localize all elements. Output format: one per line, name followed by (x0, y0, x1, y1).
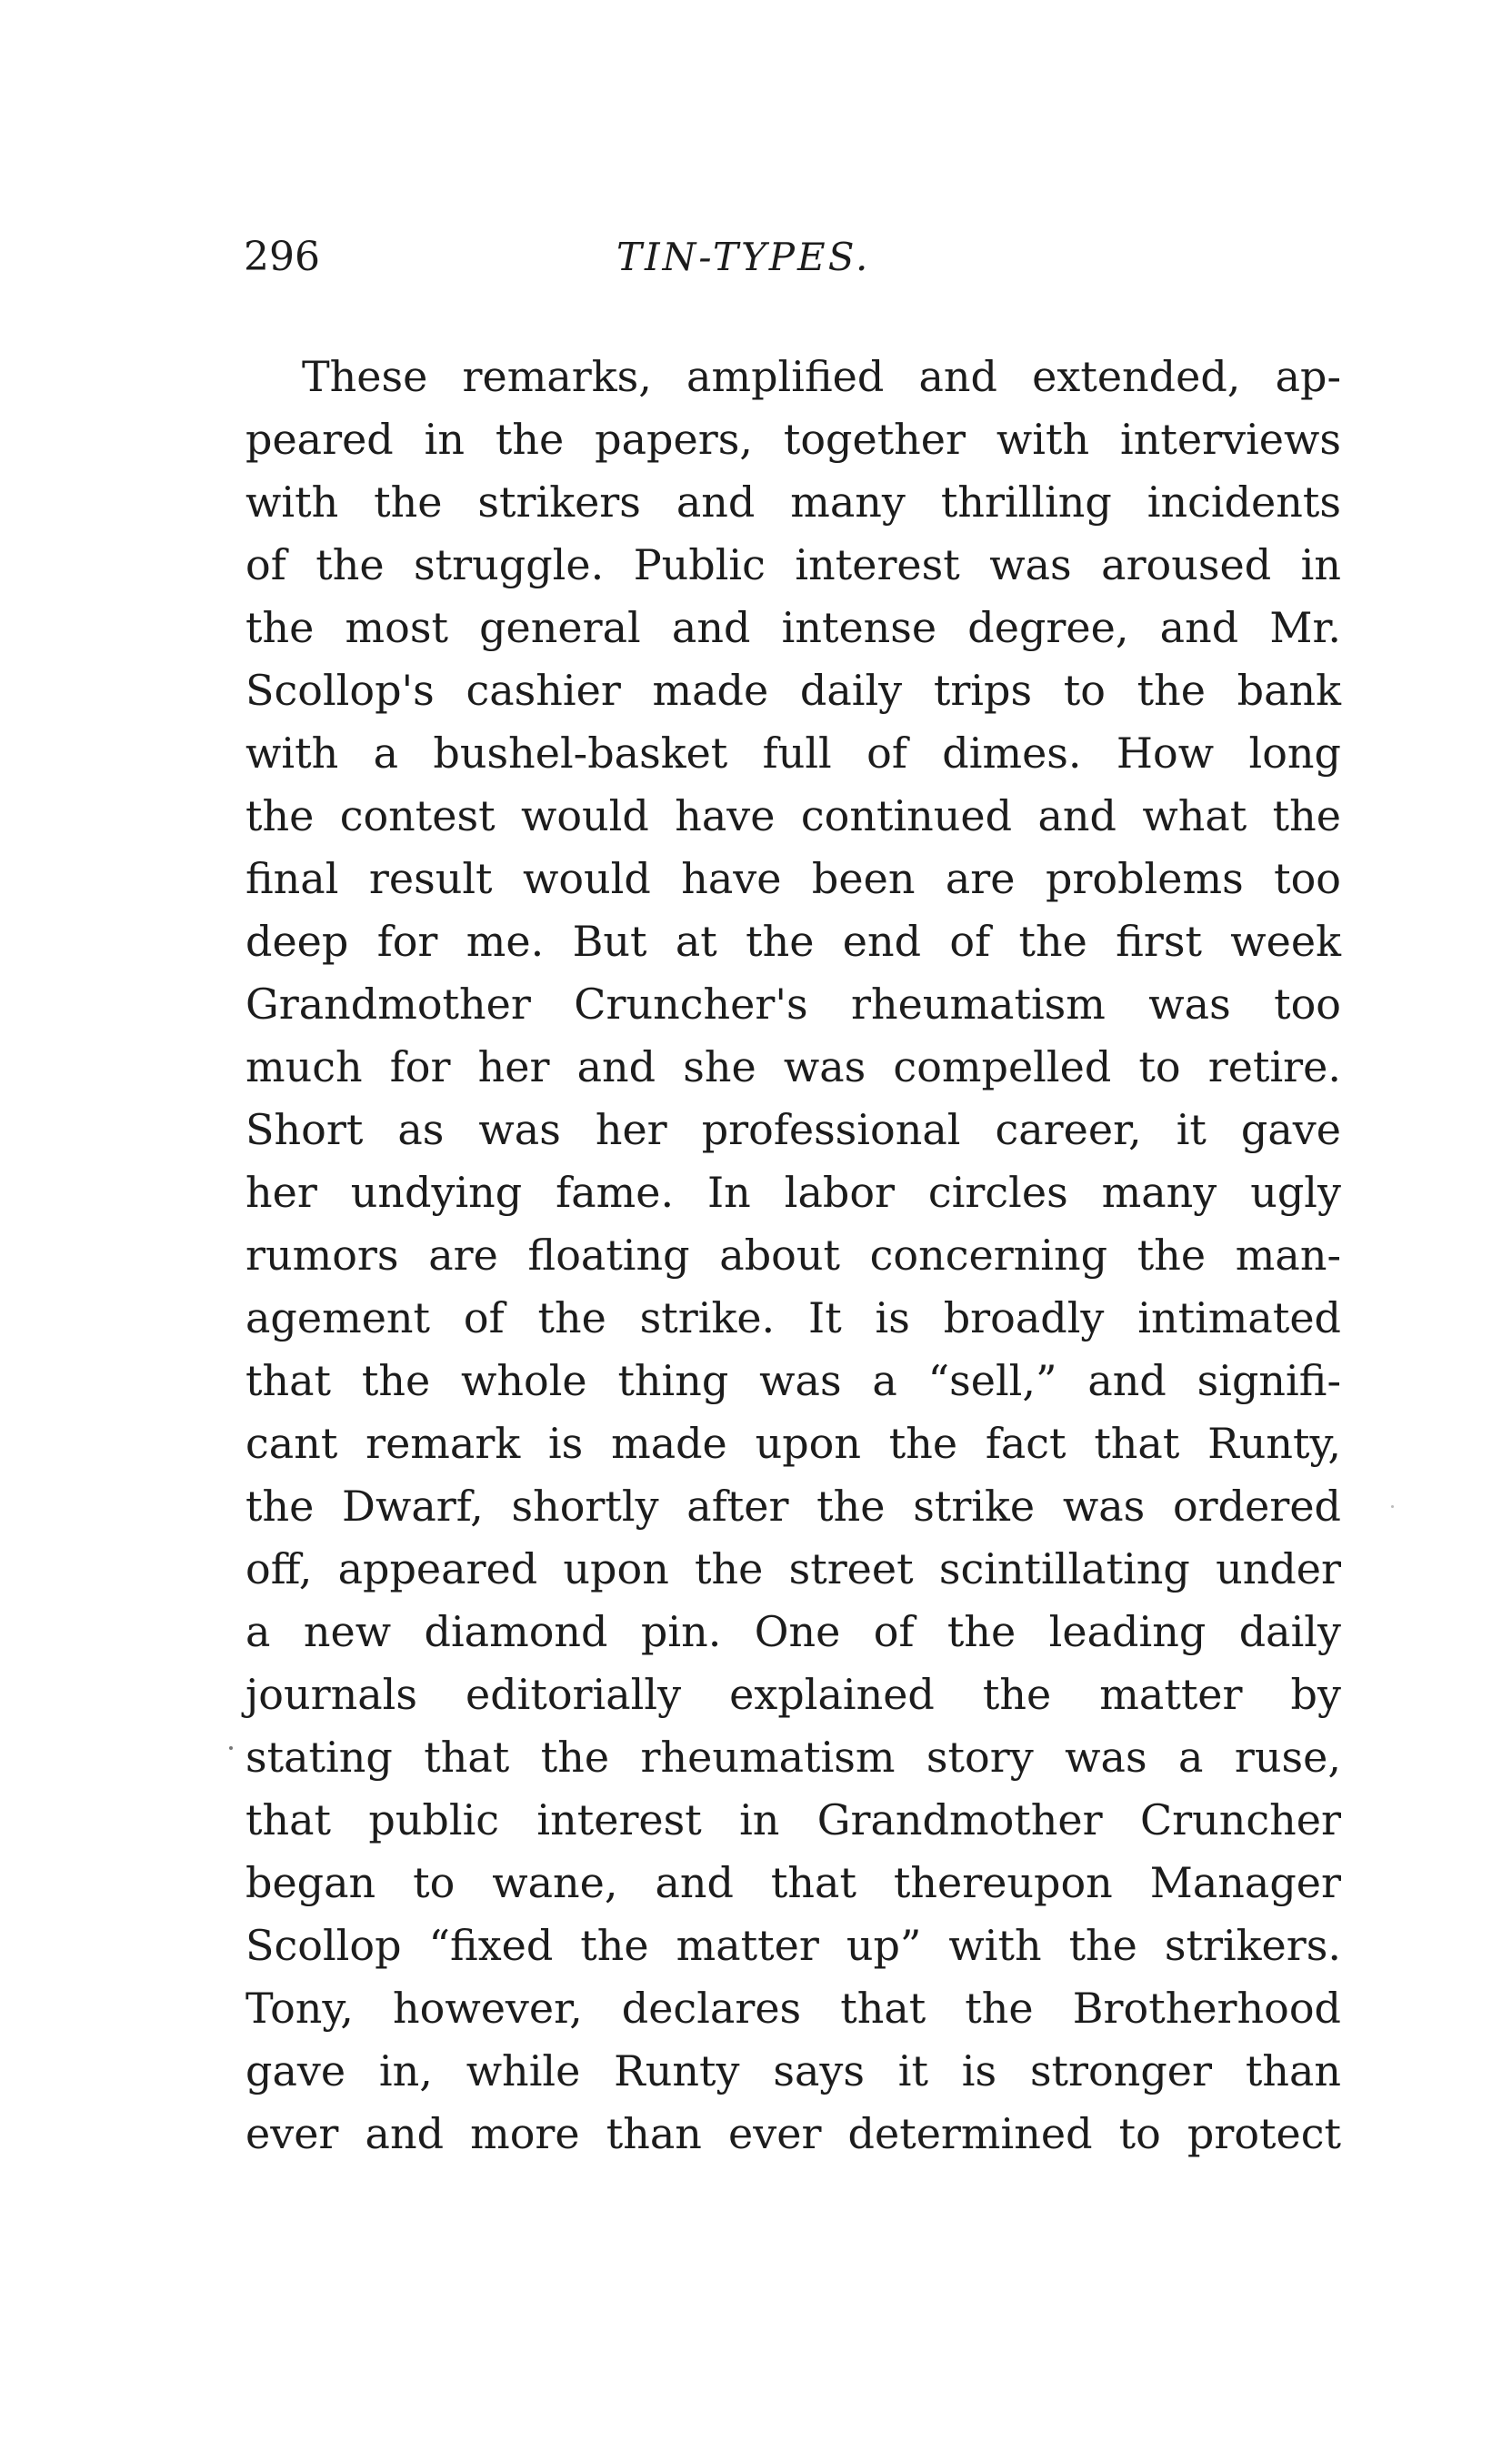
text-line: much for her and she was compelled to retire. (245, 1042, 1341, 1091)
text-line: journals editorially explained the matter by (245, 1670, 1341, 1719)
text-line: her undying fame. In labor circles many ugly (245, 1168, 1341, 1217)
text-line: deep for me. But at the end of the first week (245, 917, 1341, 966)
text-line: Scollop's cashier made daily trips to the bank (245, 666, 1341, 715)
text-line: with a bushel-basket full of dimes. How long (245, 729, 1341, 778)
text-line: rumors are floating about concerning the man- (245, 1231, 1341, 1280)
text-line: that public interest in Grandmother Cruncher (245, 1795, 1341, 1844)
text-line: the most general and intense degree, and Mr. (245, 603, 1341, 652)
text-line: with the strikers and many thrilling incidents (245, 477, 1341, 527)
text-line: ever and more than ever determined to protect (245, 2109, 1341, 2158)
page-number: 296 (244, 234, 320, 280)
text-line: These remarks, amplified and extended, ap- (302, 352, 1341, 401)
text-line: stating that the rheumatism story was a ruse, (245, 1733, 1341, 1782)
text-line: gave in, while Runty says it is stronger than (245, 2046, 1341, 2095)
text-line: agement of the strike. It is broadly intimated (245, 1293, 1341, 1342)
text-line: Grandmother Cruncher's rheumatism was too (245, 980, 1341, 1029)
text-line: of the struggle. Public interest was aroused in (245, 540, 1341, 589)
text-line: Tony, however, declares that the Brotherhood (245, 1984, 1341, 2033)
paper-speck (1391, 1505, 1394, 1508)
text-line: the Dwarf, shortly after the strike was ordered (245, 1482, 1341, 1531)
text-line: peared in the papers, together with interviews (245, 415, 1341, 464)
text-line: began to wane, and that thereupon Manager (245, 1858, 1341, 1907)
text-line: the contest would have continued and what the (245, 791, 1341, 840)
text-line: Scollop “fixed the matter up” with the strikers. (245, 1921, 1341, 1970)
page-header (244, 226, 1339, 289)
text-line: final result would have been are problems too (245, 854, 1341, 903)
margin-ink-dot (229, 1746, 233, 1750)
running-title: TIN-TYPES. (616, 235, 871, 279)
text-line: a new diamond pin. One of the leading daily (245, 1607, 1341, 1656)
text-line: cant remark is made upon the fact that Runty, (245, 1419, 1341, 1468)
body-paragraph (245, 346, 1341, 2166)
text-line: off, appeared upon the street scintillating under (245, 1544, 1341, 1593)
text-line: Short as was her professional career, it gave (245, 1105, 1341, 1154)
text-line: that the whole thing was a “sell,” and signifi- (245, 1356, 1341, 1405)
